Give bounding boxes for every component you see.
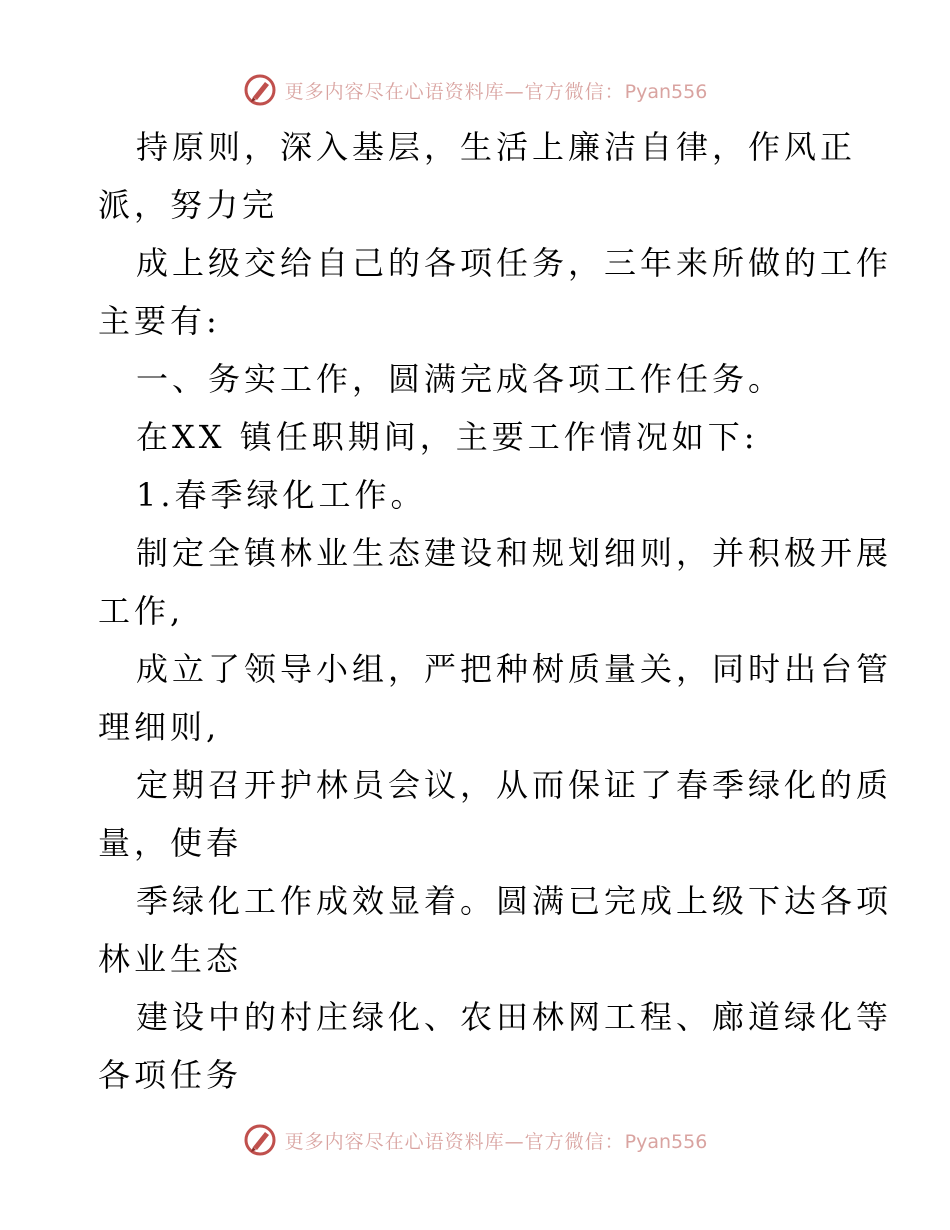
footer-watermark: [0, 1120, 950, 1160]
text-line: 派，努力完: [98, 186, 279, 224]
text-line: 主要有:: [98, 302, 221, 340]
document-body: [98, 118, 893, 1104]
text-line: 各项任务: [98, 1056, 243, 1094]
text-line: 1.春季绿化工作。: [136, 476, 427, 514]
text-line: 量，使春: [98, 824, 243, 862]
pen-logo-icon: [243, 73, 277, 107]
watermark-text: 更多内容尽在心语资料库—官方微信：Pyan556: [284, 80, 708, 103]
text-line: 持原则，深入基层，生活上廉洁自律，作风正: [136, 128, 857, 166]
text-line: 成立了领导小组，严把种树质量关，同时出台管: [136, 650, 893, 688]
watermark-text: 更多内容尽在心语资料库—官方微信：Pyan556: [284, 1130, 708, 1153]
text-line: 建设中的村庄绿化、农田林网工程、廊道绿化等: [136, 998, 893, 1036]
text-line: 定期召开护林员会议，从而保证了春季绿化的质: [136, 766, 893, 804]
text-line: 理细则,: [98, 708, 221, 746]
text-line: 一、务实工作，圆满完成各项工作任务。: [136, 360, 785, 398]
text-line: 制定全镇林业生态建设和规划细则，并积极开展: [136, 534, 893, 572]
text-line: 在XX 镇任职期间，主要工作情况如下:: [136, 418, 759, 456]
text-line: 季绿化工作成效显着。圆满已完成上级下达各项: [136, 882, 893, 920]
text-line: 成上级交给自己的各项任务，三年来所做的工作: [136, 244, 893, 282]
pen-logo-icon: [243, 1123, 277, 1157]
text-line: 工作,: [98, 592, 185, 630]
text-line: 林业生态: [98, 940, 243, 978]
header-watermark: [0, 70, 950, 110]
